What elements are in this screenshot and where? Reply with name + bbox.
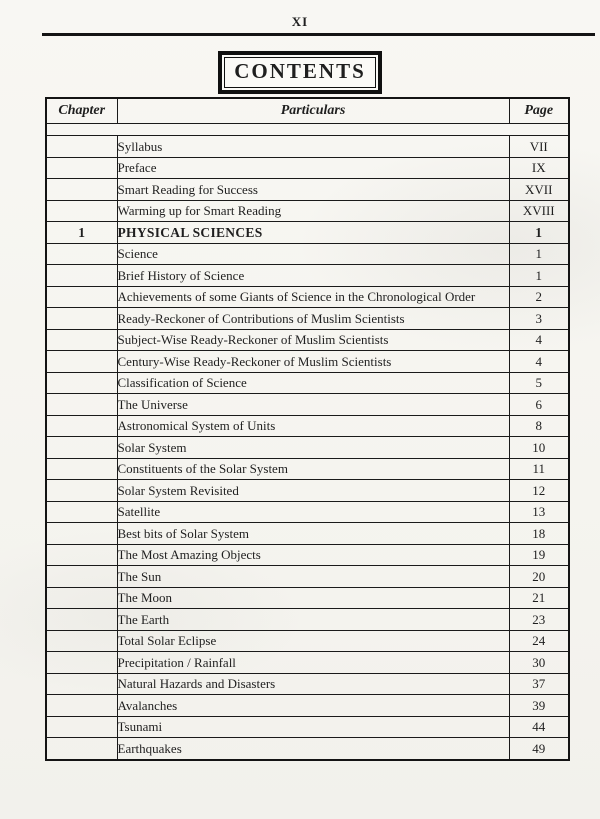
chapter-cell	[46, 265, 117, 287]
header-rule	[42, 33, 595, 36]
contents-title-box	[218, 51, 382, 94]
particulars-cell: Avalanches	[117, 695, 509, 717]
chapter-cell	[46, 673, 117, 695]
table-row	[46, 652, 569, 674]
chapter-cell	[46, 308, 117, 330]
chapter-cell	[46, 587, 117, 609]
page-cell: 4	[509, 329, 569, 351]
table-row	[46, 587, 569, 609]
chapter-cell	[46, 544, 117, 566]
page-cell: 44	[509, 716, 569, 738]
chapter-cell	[46, 652, 117, 674]
table-row	[46, 329, 569, 351]
particulars-cell: Solar System Revisited	[117, 480, 509, 502]
chapter-cell	[46, 716, 117, 738]
table-row	[46, 673, 569, 695]
particulars-cell: Astronomical System of Units	[117, 415, 509, 437]
chapter-cell: 1	[46, 222, 117, 244]
particulars-cell: PHYSICAL SCIENCES	[117, 222, 509, 244]
particulars-cell: Precipitation / Rainfall	[117, 652, 509, 674]
table-row	[46, 480, 569, 502]
chapter-cell	[46, 243, 117, 265]
page-title: CONTENTS	[224, 57, 376, 88]
page-cell: 10	[509, 437, 569, 459]
page-cell: 39	[509, 695, 569, 717]
page-cell: 1	[509, 265, 569, 287]
chapter-cell	[46, 695, 117, 717]
table-row	[46, 523, 569, 545]
spacer-row	[46, 124, 569, 136]
table-row	[46, 695, 569, 717]
table-row	[46, 501, 569, 523]
page-cell: 49	[509, 738, 569, 760]
particulars-cell: Tsunami	[117, 716, 509, 738]
chapter-cell	[46, 738, 117, 760]
chapter-cell	[46, 286, 117, 308]
chapter-cell	[46, 351, 117, 373]
table-row	[46, 372, 569, 394]
particulars-cell: The Moon	[117, 587, 509, 609]
particulars-cell: Warming up for Smart Reading	[117, 200, 509, 222]
page-cell: XVII	[509, 179, 569, 201]
particulars-cell: Earthquakes	[117, 738, 509, 760]
table-row	[46, 243, 569, 265]
particulars-cell: Classification of Science	[117, 372, 509, 394]
page-cell: VII	[509, 136, 569, 158]
page-cell: 21	[509, 587, 569, 609]
page-cell: 4	[509, 351, 569, 373]
page-cell: 37	[509, 673, 569, 695]
table-row	[46, 179, 569, 201]
chapter-cell	[46, 501, 117, 523]
table-row	[46, 351, 569, 373]
page-cell: 11	[509, 458, 569, 480]
chapter-cell	[46, 609, 117, 631]
particulars-cell: Solar System	[117, 437, 509, 459]
particulars-cell: Brief History of Science	[117, 265, 509, 287]
page-cell: 12	[509, 480, 569, 502]
chapter-cell	[46, 157, 117, 179]
page-cell: IX	[509, 157, 569, 179]
page-cell: 20	[509, 566, 569, 588]
table-row	[46, 544, 569, 566]
contents-title-wrap	[0, 51, 600, 94]
column-header-chapter: Chapter	[46, 98, 117, 124]
page-cell: 24	[509, 630, 569, 652]
chapter-cell	[46, 630, 117, 652]
page-cell: 18	[509, 523, 569, 545]
table-row	[46, 437, 569, 459]
chapter-cell	[46, 566, 117, 588]
page-cell: 8	[509, 415, 569, 437]
column-header-page: Page	[509, 98, 569, 124]
chapter-cell	[46, 394, 117, 416]
chapter-cell	[46, 372, 117, 394]
page-cell: 6	[509, 394, 569, 416]
chapter-cell	[46, 480, 117, 502]
table-row	[46, 200, 569, 222]
table-row	[46, 394, 569, 416]
chapter-cell	[46, 329, 117, 351]
table-row	[46, 222, 569, 244]
particulars-cell: Science	[117, 243, 509, 265]
table-row	[46, 609, 569, 631]
column-header-particulars: Particulars	[117, 98, 509, 124]
page-cell: 1	[509, 243, 569, 265]
table-row	[46, 458, 569, 480]
particulars-cell: Constituents of the Solar System	[117, 458, 509, 480]
chapter-cell	[46, 200, 117, 222]
particulars-cell: Ready-Reckoner of Contributions of Muslim Scientists	[117, 308, 509, 330]
table-row	[46, 157, 569, 179]
particulars-cell: The Universe	[117, 394, 509, 416]
particulars-cell: Subject-Wise Ready-Reckoner of Muslim Scientists	[117, 329, 509, 351]
particulars-cell: Syllabus	[117, 136, 509, 158]
page-cell: 30	[509, 652, 569, 674]
chapter-cell	[46, 136, 117, 158]
page-number: XI	[291, 14, 309, 29]
particulars-cell: Century-Wise Ready-Reckoner of Muslim Scientists	[117, 351, 509, 373]
chapter-cell	[46, 179, 117, 201]
page-cell: 23	[509, 609, 569, 631]
particulars-cell: Natural Hazards and Disasters	[117, 673, 509, 695]
table-row	[46, 415, 569, 437]
particulars-cell: The Sun	[117, 566, 509, 588]
table-row	[46, 136, 569, 158]
table-row	[46, 566, 569, 588]
table-row	[46, 738, 569, 760]
particulars-cell: The Most Amazing Objects	[117, 544, 509, 566]
page-cell: 3	[509, 308, 569, 330]
page-cell: 19	[509, 544, 569, 566]
chapter-cell	[46, 523, 117, 545]
page-cell: 1	[509, 222, 569, 244]
contents-table	[45, 97, 570, 761]
particulars-cell: Best bits of Solar System	[117, 523, 509, 545]
table-row	[46, 286, 569, 308]
particulars-cell: Satellite	[117, 501, 509, 523]
particulars-cell: Achievements of some Giants of Science in the Chronological Order	[117, 286, 509, 308]
particulars-cell: Total Solar Eclipse	[117, 630, 509, 652]
page-cell: 13	[509, 501, 569, 523]
page-cell: 2	[509, 286, 569, 308]
particulars-cell: Smart Reading for Success	[117, 179, 509, 201]
table-row	[46, 265, 569, 287]
chapter-cell	[46, 415, 117, 437]
particulars-cell: Preface	[117, 157, 509, 179]
table-row	[46, 308, 569, 330]
chapter-cell	[46, 437, 117, 459]
page-cell: 5	[509, 372, 569, 394]
chapter-cell	[46, 458, 117, 480]
table-row	[46, 716, 569, 738]
page-cell: XVIII	[509, 200, 569, 222]
particulars-cell: The Earth	[117, 609, 509, 631]
table-row	[46, 630, 569, 652]
table-header-row	[46, 98, 569, 124]
spacer-cell	[46, 124, 569, 136]
